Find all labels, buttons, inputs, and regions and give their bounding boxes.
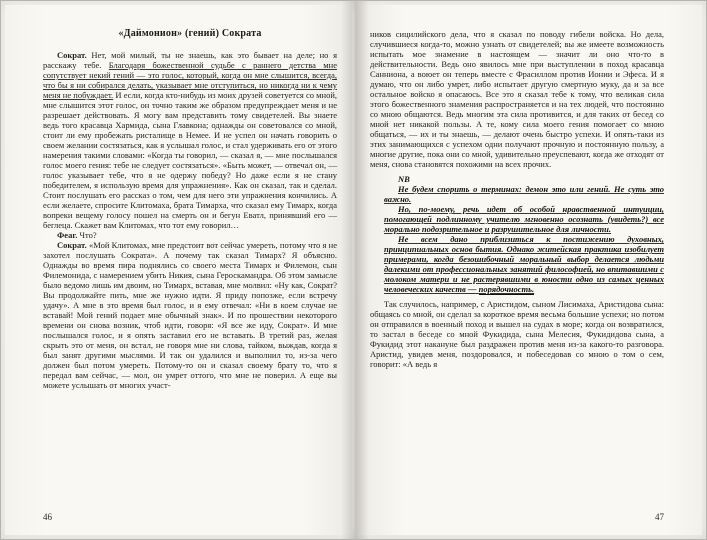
speaker-label: Феаг. [57, 230, 78, 240]
speaker-label: Сократ. [57, 240, 87, 250]
chapter-title: «Даймонион» (гений) Сократа [118, 28, 262, 39]
page-left [5, 5, 352, 535]
nb-paragraph [384, 204, 664, 234]
body-paragraph: Так случилось, например, с Аристидом, сыном Лисимаха, Аристидова сына: общаясь со мной, он сделал за короткое время весьма большие успехи; но потом он отправился в военный поход и вышел на судах в море; когда он возвратился, то застал в беседе со мной Фукидида, сына Мелесия, Фукидидова сына, а Фукидид этот накануне был раздражен против меня из-за какого-то разговора. Аристид, увидев меня, поздоровался, и побеседовав со мною о том о сем, говорит: «А ведь я [370, 299, 664, 369]
page-number-right: 47 [655, 512, 664, 522]
dialogue-paragraph [43, 50, 337, 230]
paragraph-text: Что? [79, 230, 97, 240]
paragraph-text: Нет, мой милый, ты не знаешь, как это бывает на деле; но я расскажу тебе. [43, 50, 338, 70]
nb-emphasized-word: порядочность. [478, 284, 535, 294]
page-number-left: 46 [43, 512, 52, 522]
nb-paragraph [384, 184, 664, 204]
left-text-block [43, 29, 337, 390]
nb-label: NB [398, 174, 410, 184]
underlined-passage: Благодаря божественной судьбе с раннего детства мне сопутствует некий гений — это голос, который, когда он мне слышится, всегда, что бы я ни собирался делать, указывает мне отступиться, но никогда ни к чему меня не побуждает. [43, 60, 338, 100]
paragraph-text: И если, когда кто-нибудь из моих друзей советуется со мной, мне слышится этот голос, он точно таким же образом предупреждает меня и не разрешает действовать. Я могу вам представить тому свидетелей. Вы знаете ведь того красавца Хармида, сына Главкона; однажды он советовался со мной, стоит ли ему пробежать ристалище в Немее. И не успел он начать говорить о своем желании состязаться, как я услышал голос, и стал удерживать его от этого намерения такими словами: «Когда ты говорил, — сказал я, — мне послышался голос моего гения: тебе не следует состязаться». «Быть может, — отвечал он, — голос указывает тебе, что я не одержу победу? Но даже если я не стану победителем, я использую время для упражнения». Как он сказал, так и сделал. Стоит послушать его рассказ о том, чем для него эти упражнения кончились. А если желаете, спросите Клитомаха, брата Тимарха, что сказал ему Тимарх, когда вопреки вещему голосу пошел на смерть он и бегун Еватл, принявший его — беглеца. Скажет вам Клитомах, что тот ему говорил… [43, 90, 337, 230]
continuation-paragraph: ников сицилийского дела, что я сказал по поводу гибели войска. Но дела, случившиеся когда-то, можно узнать от свидетелей; вы же имеете возможность испытать мое знамение в настоящем — значит ли оно что-то в действительности. Ведь оно явилось мне при выступлении в поход красавца Санниона, а воюет он теперь вместе с Фрасиллом против Ионии и Эфеса. И я думаю, что он либо умрет, либо испытает другую смертную муку, да и за все остальное войско я опасаюсь. Все это я сказал тебе к тому, что великая сила этого божественного знамения распространяется и на тех людей, что постоянно со мною общаются. Ведь многим эта сила противится, и для таких от бесед со мной нет никакой пользы. А те, кому сила моего гения помогает со мною общаться, — их и ты знаешь, — делают очень быстро успехи. И опять-таки из этих занимающихся с успехом одни получают прочную и постоянную пользу, а многие другие, пока они со мной, удивительно преуспевают, когда же отходят от меня, снова становятся похожими на всех прочих. [370, 29, 664, 169]
paragraph-text: «Мой Клитомах, мне предстоит вот сейчас умереть, потому что я не захотел послушать Сократа». А почему так сказал Тимарх? Я объясню. Однажды во время пира поднялись со своего места Тимарх и Филемон, сын Филемонида, с намерением убить Никия, сына Героскамандра. Об этом замысле было ведомо лишь им двоим, но Тимарх, вставая, мне молвил: «Ну как, Сократ? Вы продолжайте пить, мне же нужно идти. Я приду попозже, если встречу удачу». А мне в это время был голос, и я ему отвечал: «Ни в коем случае не вставай! Мой гений подает мне обычный знак». И по прошествии некоторого времени он снова возник, чтоб идти, говоря: «Я все же иду, Сократ». И мне послышался голос, и я опять заставил его не вставать. В третий раз, желая скрыть это от меня, он встал, не говоря мне ни слова, тайком, выждав, когда я был занят другими мыслями. И так он удалился и выполнил то, из-за чего должен был потом умереть. Потому-то он и сказал своему брату то, что я передал вам сейчас, — мол, он умрет оттого, что мне не поверил. А еще вы можете услышать от многих участ- [43, 240, 338, 390]
nb-note [384, 174, 664, 294]
nb-text: Но, по-моему, речь идет об особой нравственной интуиции, помогающей подлинному учителю мгновенно осознать (увидеть?) все морально подозрительное и разрушительное для личности. [384, 204, 664, 234]
nb-text: Не всем дано приблизиться к постижению духовных, принципиальных основ бытия. Однако житейская практика изобилует примерами, когда безошибочный моральный выбор делается людьми далекими от профессиональных занятий философией, но впитавшими с молоком матери и не растерявшими в юности одно из самых ценных человеческих качеств — [384, 234, 664, 294]
right-text-block [370, 29, 664, 369]
nb-text: Не будем спорить о терминах: демон это или гений. Не суть это важно. [384, 184, 664, 204]
dialogue-paragraph [43, 230, 337, 240]
dialogue-paragraph [43, 240, 337, 390]
page-right [355, 5, 702, 535]
nb-paragraph [384, 234, 664, 294]
speaker-label: Сократ. [57, 50, 87, 60]
